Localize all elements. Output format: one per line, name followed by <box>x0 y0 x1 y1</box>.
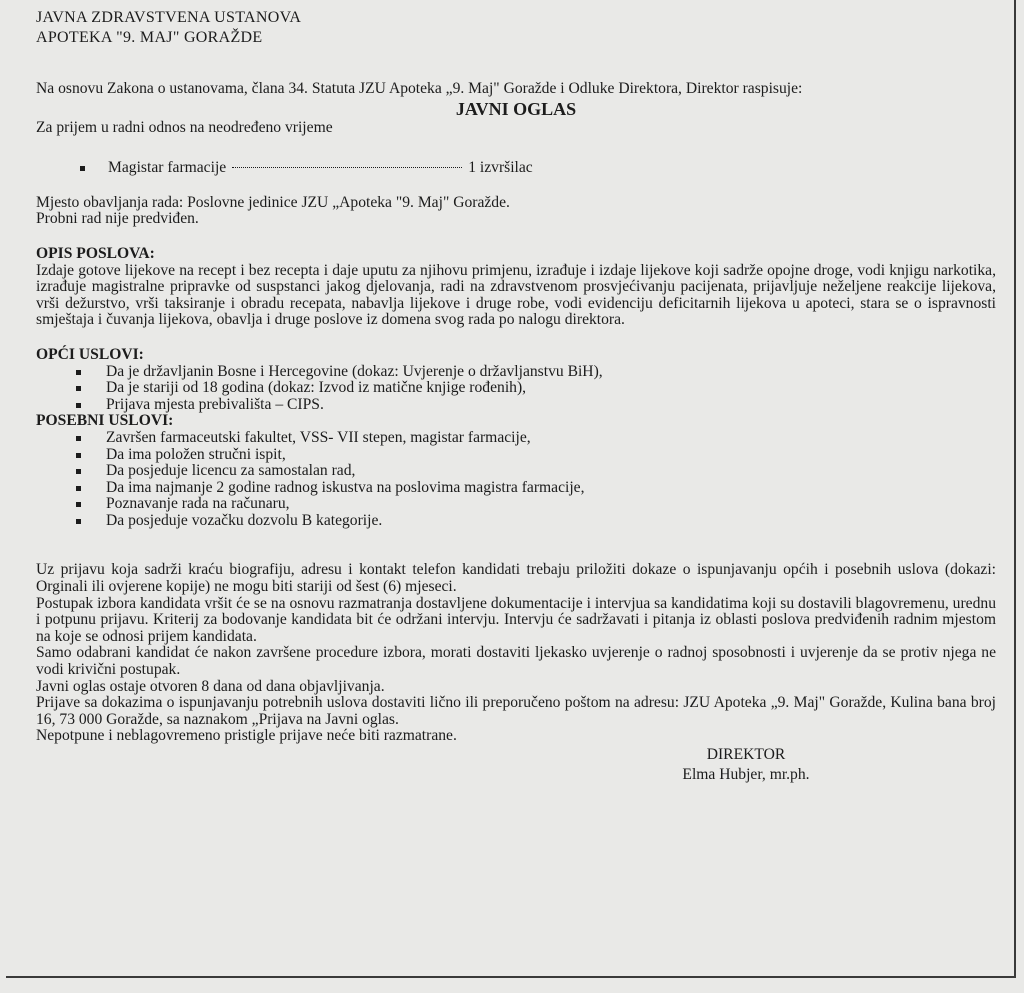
signature-role: DIREKTOR <box>706 746 786 763</box>
institution-header <box>36 8 996 48</box>
signature-block <box>606 745 886 785</box>
list-item: Da posjeduje vozačku dozvolu B kategorije. <box>36 513 996 530</box>
bullet-icon <box>76 469 81 474</box>
pharmacy-name: APOTEKA "9. MAJ" GORAŽDE <box>36 29 263 46</box>
position-row <box>36 160 996 177</box>
job-announcement <box>36 8 996 785</box>
documents-paragraph: Uz prijavu koja sadrži kraću biografiju, adresu i kontakt telefon kandidati trebaju priložiti dokaze o ispunjavanju općih i posebnih uslova (dokazi: Orginali ili ovjerene kopije) ne mogu biti stariji od šest (6) mjeseci. <box>36 561 996 596</box>
signature-name: Elma Hubjer, mr.ph. <box>682 766 810 783</box>
list-item: Poznavanje rada na računaru, <box>36 496 996 513</box>
bullet-icon <box>76 519 81 524</box>
position-count: 1 izvršilac <box>468 159 533 177</box>
certificate-paragraph: Samo odabrani kandidat će nakon završene procedure izbora, morati dostaviti ljekasko uvjerenje o radnoj sposobnosti i uvjerenje da se protiv njega ne vodi krivični postupak. <box>36 644 996 679</box>
position-name: Magistar farmacije <box>108 159 227 177</box>
incomplete-paragraph: Nepotpune i neblagovremeno pristigle prijave neće biti razmatrane. <box>36 727 457 745</box>
special-requirements-list <box>36 430 996 530</box>
general-requirements-heading: OPĆI USLOVI: <box>36 345 144 363</box>
announcement-title: JAVNI OGLAS <box>455 98 577 119</box>
duration-paragraph: Javni oglas ostaje otvoren 8 dana od dana objavljivanja. <box>36 677 385 695</box>
submission-paragraph: Prijave sa dokazima o ispunjavanju potrebnih uslova dostaviti lično ili preporučeno poštom na adresu: JZU Apoteka „9. Maj" Goražde, Kulina bana broj 16, 73 000 Goražde, sa naznakom „Prijava na Javni oglas. <box>36 694 996 728</box>
job-description-heading: OPIS POSLOVA: <box>36 244 155 262</box>
list-item: Da ima položen stručni ispit, <box>36 447 996 464</box>
bullet-icon <box>76 370 81 375</box>
selection-paragraph: Postupak izbora kandidata vršit će se na osnovu razmatranja dostavljene dokumentacije i intervjua sa kandidatima koji su dostavili blagovremenu, urednu i potpunu prijavu. Kriterij za bodovanje kandidata bit će održani intervju. Intervju će sadržavati i pitanja iz oblasti poslova predviđenih radnim mjestom na koje se odnosi prijem kandidata. <box>36 594 996 645</box>
job-description-text: Izdaje gotove lijekove na recept i bez recepta i daje uputu za njihovu primjenu, izrađuje i izdaje lijekove koji sadrže opojne droge, vodi knjigu narkotika, izrađuje magistralne pripravke od suspstanci jakog djelovanja, radi na zdravstvenom prosvjećivanju pacijenata, prijavljuje neželjene reakcije lijekova, vrši dežurstvo, vrši taksiranje i obradu recepata, nabavlja lijekove i druge robe, vodi evidenciju deficitarnih lijekova u apoteci, stara se o ispravnosti smještaja i čuvanja lijekova, obavlja i druge poslove iz domena svog rada po nalogu direktora. <box>36 261 996 329</box>
list-item: Prijava mjesta prebivališta – CIPS. <box>36 397 996 414</box>
probation-line: Probni rad nije predviđen. <box>36 210 199 228</box>
bullet-icon <box>76 502 81 507</box>
dotted-leader <box>232 167 462 168</box>
bullet-icon <box>76 453 81 458</box>
bullet-icon <box>76 436 81 441</box>
bullet-icon <box>76 386 81 391</box>
bullet-icon <box>76 403 81 408</box>
list-item: Završen farmaceutski fakultet, VSS- VII stepen, magistar farmacije, <box>36 430 996 447</box>
list-item: Da ima najmanje 2 godine radnog iskustva na poslovima magistra farmacije, <box>36 480 996 497</box>
announcement-subtitle: Za prijem u radni odnos na neodređeno vrijeme <box>36 118 333 136</box>
list-item: Da je stariji od 18 godina (dokaz: Izvod iz matične knjige rođenih), <box>36 380 996 397</box>
list-item: Da posjeduje licencu za samostalan rad, <box>36 463 996 480</box>
document-page <box>6 0 1016 978</box>
intro-paragraph: Na osnovu Zakona o ustanovama, člana 34. Statuta JZU Apoteka „9. Maj" Goražde i Odluke Direktora, Direktor raspisuje: <box>36 80 803 97</box>
special-requirements-heading: POSEBNI USLOVI: <box>36 412 174 430</box>
bullet-icon <box>76 486 81 491</box>
general-requirements-list <box>36 364 996 414</box>
workplace-line: Mjesto obavljanja rada: Poslovne jedinice JZU „Apoteka "9. Maj" Goražde. <box>36 193 510 211</box>
institution-name: JAVNA ZDRAVSTVENA USTANOVA <box>36 9 302 26</box>
bullet-icon <box>80 166 85 171</box>
list-item: Da je državljanin Bosne i Hercegovine (dokaz: Uvjerenje o državljanstvu BiH), <box>36 364 996 381</box>
